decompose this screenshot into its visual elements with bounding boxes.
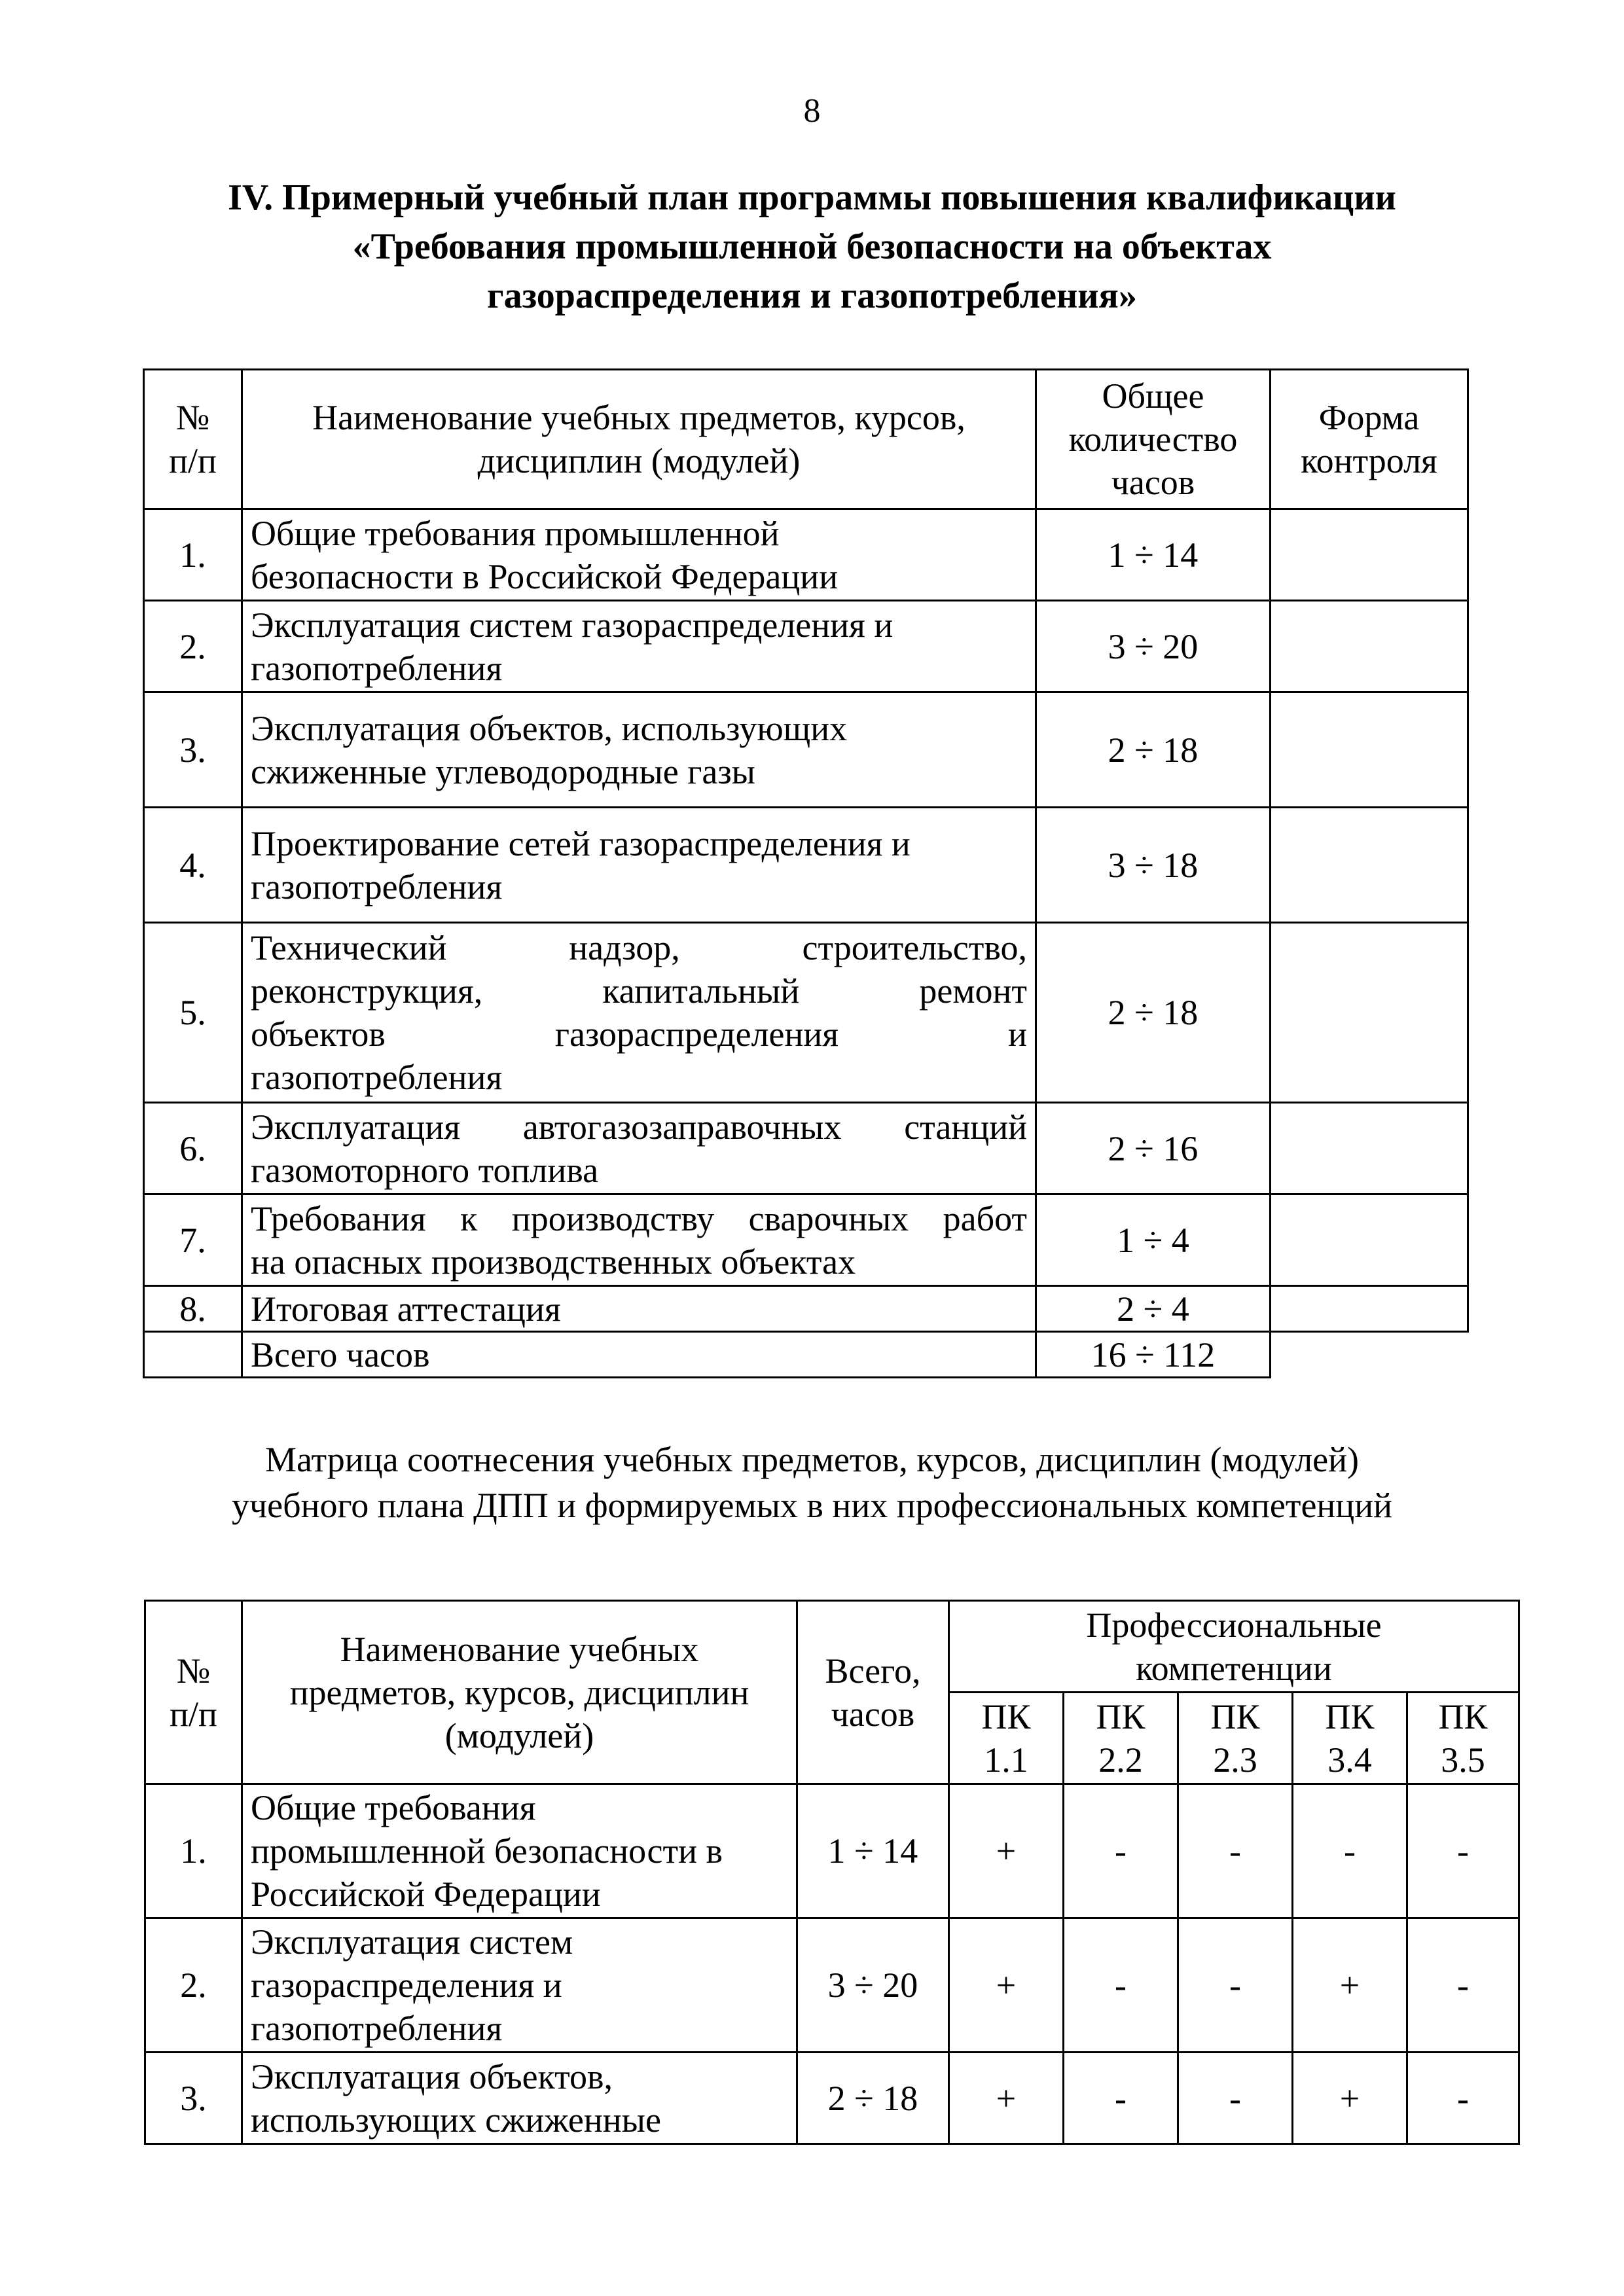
name-line: Итоговая аттестация xyxy=(251,1289,561,1329)
row-mark: - xyxy=(1064,1918,1178,2053)
row-control xyxy=(1271,808,1468,923)
header-name xyxy=(242,370,1036,509)
row-mark: + xyxy=(1293,2053,1407,2144)
row-mark: - xyxy=(1407,2053,1519,2144)
row-control xyxy=(1271,692,1468,808)
row-hours: 3 ÷ 20 xyxy=(1036,601,1271,692)
row-num: 7. xyxy=(144,1194,242,1286)
name-line: Технический надзор, строительство, xyxy=(251,928,1027,967)
header-line: п/п xyxy=(169,441,217,480)
name-line: газопотребления xyxy=(251,648,503,688)
name-line: Общие требования промышленной xyxy=(251,513,780,553)
name-line: использующих сжиженные xyxy=(251,2100,661,2140)
pk-line: 1.1 xyxy=(984,1740,1028,1780)
header-line: количество xyxy=(1068,420,1238,459)
matrix-title-line: учебного плана ДПП и формируемых в них профессиональных компетенций xyxy=(231,1486,1393,1525)
row-num: 2. xyxy=(144,601,242,692)
plan-header-row xyxy=(144,370,1468,509)
header-line: дисциплин (модулей) xyxy=(477,441,801,480)
pk-line: ПК xyxy=(1210,1696,1260,1736)
row-name xyxy=(242,1784,797,1918)
row-mark: + xyxy=(949,1918,1064,2053)
header-num xyxy=(144,370,242,509)
table-row xyxy=(144,692,1468,808)
pk-line: 2.2 xyxy=(1098,1740,1143,1780)
row-name xyxy=(242,808,1036,923)
header-pk xyxy=(1407,1693,1519,1784)
table-row xyxy=(145,1784,1519,1918)
page-number: 8 xyxy=(803,92,821,130)
header-line: № xyxy=(176,1651,211,1691)
row-name xyxy=(242,1286,1036,1332)
header-line: п/п xyxy=(170,1694,217,1734)
header-line: (модулей) xyxy=(444,1715,594,1755)
row-name xyxy=(242,601,1036,692)
header-total xyxy=(797,1601,949,1784)
table-row xyxy=(145,1918,1519,2053)
row-mark: - xyxy=(1407,1784,1519,1918)
header-line: Общее xyxy=(1102,376,1204,416)
pk-line: 3.5 xyxy=(1441,1740,1485,1780)
row-hours: 2 ÷ 4 xyxy=(1036,1286,1271,1332)
row-control xyxy=(1271,601,1468,692)
row-num: 1. xyxy=(144,509,242,601)
matrix-title xyxy=(131,1437,1493,1528)
row-hours: 2 ÷ 18 xyxy=(797,2053,949,2144)
table-row xyxy=(144,808,1468,923)
row-mark: + xyxy=(949,2053,1064,2144)
header-line: компетенции xyxy=(1136,1648,1332,1688)
row-mark: - xyxy=(1178,1784,1293,1918)
row-mark: - xyxy=(1064,1784,1178,1918)
name-line: Общие требования xyxy=(251,1788,536,1827)
name-line: на опасных производственных объектах xyxy=(251,1242,856,1282)
name-line: Требования к производству сварочных работ xyxy=(251,1198,1027,1238)
header-line: Форма xyxy=(1318,398,1420,437)
table-row xyxy=(144,923,1468,1103)
name-line: сжиженные углеводородные газы xyxy=(251,751,755,791)
name-line: Эксплуатация объектов, использующих xyxy=(251,708,848,748)
header-competences xyxy=(949,1601,1519,1693)
pk-line: ПК xyxy=(1438,1696,1488,1736)
row-num: 6. xyxy=(144,1103,242,1194)
row-num: 2. xyxy=(145,1918,242,2053)
row-hours: 1 ÷ 14 xyxy=(797,1784,949,1918)
header-line: Наименование учебных xyxy=(340,1629,699,1669)
row-name xyxy=(242,923,1036,1103)
row-mark: + xyxy=(949,1784,1064,1918)
row-name xyxy=(242,692,1036,808)
row-control xyxy=(1271,509,1468,601)
row-name xyxy=(242,1103,1036,1194)
table-row xyxy=(144,509,1468,601)
header-line: Профессиональные xyxy=(1086,1605,1382,1645)
row-num: 4. xyxy=(144,808,242,923)
row-mark: - xyxy=(1178,2053,1293,2144)
header-line: № xyxy=(175,398,210,437)
row-num: 3. xyxy=(145,2053,242,2144)
table-row xyxy=(144,1194,1468,1286)
header-line: предметов, курсов, дисциплин xyxy=(289,1672,749,1712)
row-control xyxy=(1271,1286,1468,1332)
row-mark: - xyxy=(1178,1918,1293,2053)
name-line: Проектирование сетей газораспределения и xyxy=(251,823,911,863)
name-line: Российской Федерации xyxy=(251,1874,601,1914)
plan-table xyxy=(143,368,1469,1378)
header-line: часов xyxy=(831,1694,915,1734)
row-hours: 3 ÷ 20 xyxy=(797,1918,949,2053)
header-num xyxy=(145,1601,242,1784)
name-line: объектов газораспределения и xyxy=(251,1014,1027,1054)
row-hours: 2 ÷ 18 xyxy=(1036,923,1271,1103)
row-num: 3. xyxy=(144,692,242,808)
row-num: 1. xyxy=(145,1784,242,1918)
name-line: Эксплуатация систем газораспределения и xyxy=(251,605,893,645)
header-line: Всего, xyxy=(825,1651,921,1691)
table-row xyxy=(144,601,1468,692)
header-line: Наименование учебных предметов, курсов, xyxy=(312,398,965,437)
row-num: 8. xyxy=(144,1286,242,1332)
total-label: Всего часов xyxy=(242,1332,1036,1378)
title-line: «Требования промышленной безопасности на объектах xyxy=(352,226,1272,267)
row-name xyxy=(242,1918,797,2053)
name-line: газопотребления xyxy=(251,1058,503,1097)
header-pk xyxy=(1293,1693,1407,1784)
header-pk xyxy=(949,1693,1064,1784)
header-pk xyxy=(1064,1693,1178,1784)
name-line: Эксплуатация систем xyxy=(251,1922,573,1962)
pk-line: ПК xyxy=(981,1696,1031,1736)
title-line: IV. Примерный учебный план программы повышения квалификации xyxy=(228,177,1396,218)
row-mark: - xyxy=(1064,2053,1178,2144)
name-line: промышленной безопасности в xyxy=(251,1831,723,1871)
section-title xyxy=(131,173,1493,321)
row-hours: 1 ÷ 14 xyxy=(1036,509,1271,601)
total-hours: 16 ÷ 112 xyxy=(1036,1332,1271,1378)
pk-line: ПК xyxy=(1096,1696,1146,1736)
header-line: часов xyxy=(1111,463,1195,502)
pk-line: 2.3 xyxy=(1213,1740,1257,1780)
name-line: газомоторного топлива xyxy=(251,1150,599,1190)
name-line: безопасности в Российской Федерации xyxy=(251,556,839,596)
name-line: газопотребления xyxy=(251,867,503,906)
title-line: газораспределения и газопотребления» xyxy=(487,276,1137,316)
name-line: реконструкция, капитальный ремонт xyxy=(251,971,1027,1011)
matrix-title-line: Матрица соотнесения учебных предметов, курсов, дисциплин (модулей) xyxy=(264,1440,1360,1479)
row-hours: 1 ÷ 4 xyxy=(1036,1194,1271,1286)
row-control xyxy=(1271,1194,1468,1286)
header-control xyxy=(1271,370,1468,509)
name-line: Эксплуатация автогазозаправочных станций xyxy=(251,1107,1027,1147)
row-num: 5. xyxy=(144,923,242,1103)
row-hours: 2 ÷ 18 xyxy=(1036,692,1271,808)
total-empty xyxy=(1271,1332,1468,1378)
row-name xyxy=(242,2053,797,2144)
header-hours xyxy=(1036,370,1271,509)
row-name xyxy=(242,1194,1036,1286)
header-line: контроля xyxy=(1301,441,1437,480)
pk-line: ПК xyxy=(1325,1696,1375,1736)
table-row xyxy=(145,2053,1519,2144)
name-line: газопотребления xyxy=(251,2009,503,2048)
row-mark: + xyxy=(1293,1918,1407,2053)
table-row xyxy=(144,1103,1468,1194)
pk-line: 3.4 xyxy=(1327,1740,1372,1780)
name-line: Эксплуатация объектов, xyxy=(251,2056,613,2096)
matrix-header-row xyxy=(145,1601,1519,1693)
name-line: газораспределения и xyxy=(251,1965,562,2005)
header-pk xyxy=(1178,1693,1293,1784)
row-name xyxy=(242,509,1036,601)
row-control xyxy=(1271,1103,1468,1194)
row-mark: - xyxy=(1407,1918,1519,2053)
header-name xyxy=(242,1601,797,1784)
row-mark: - xyxy=(1293,1784,1407,1918)
total-num xyxy=(144,1332,242,1378)
row-hours: 2 ÷ 16 xyxy=(1036,1103,1271,1194)
table-row xyxy=(144,1286,1468,1332)
row-hours: 3 ÷ 18 xyxy=(1036,808,1271,923)
row-control xyxy=(1271,923,1468,1103)
total-row xyxy=(144,1332,1468,1378)
matrix-table xyxy=(144,1600,1520,2145)
